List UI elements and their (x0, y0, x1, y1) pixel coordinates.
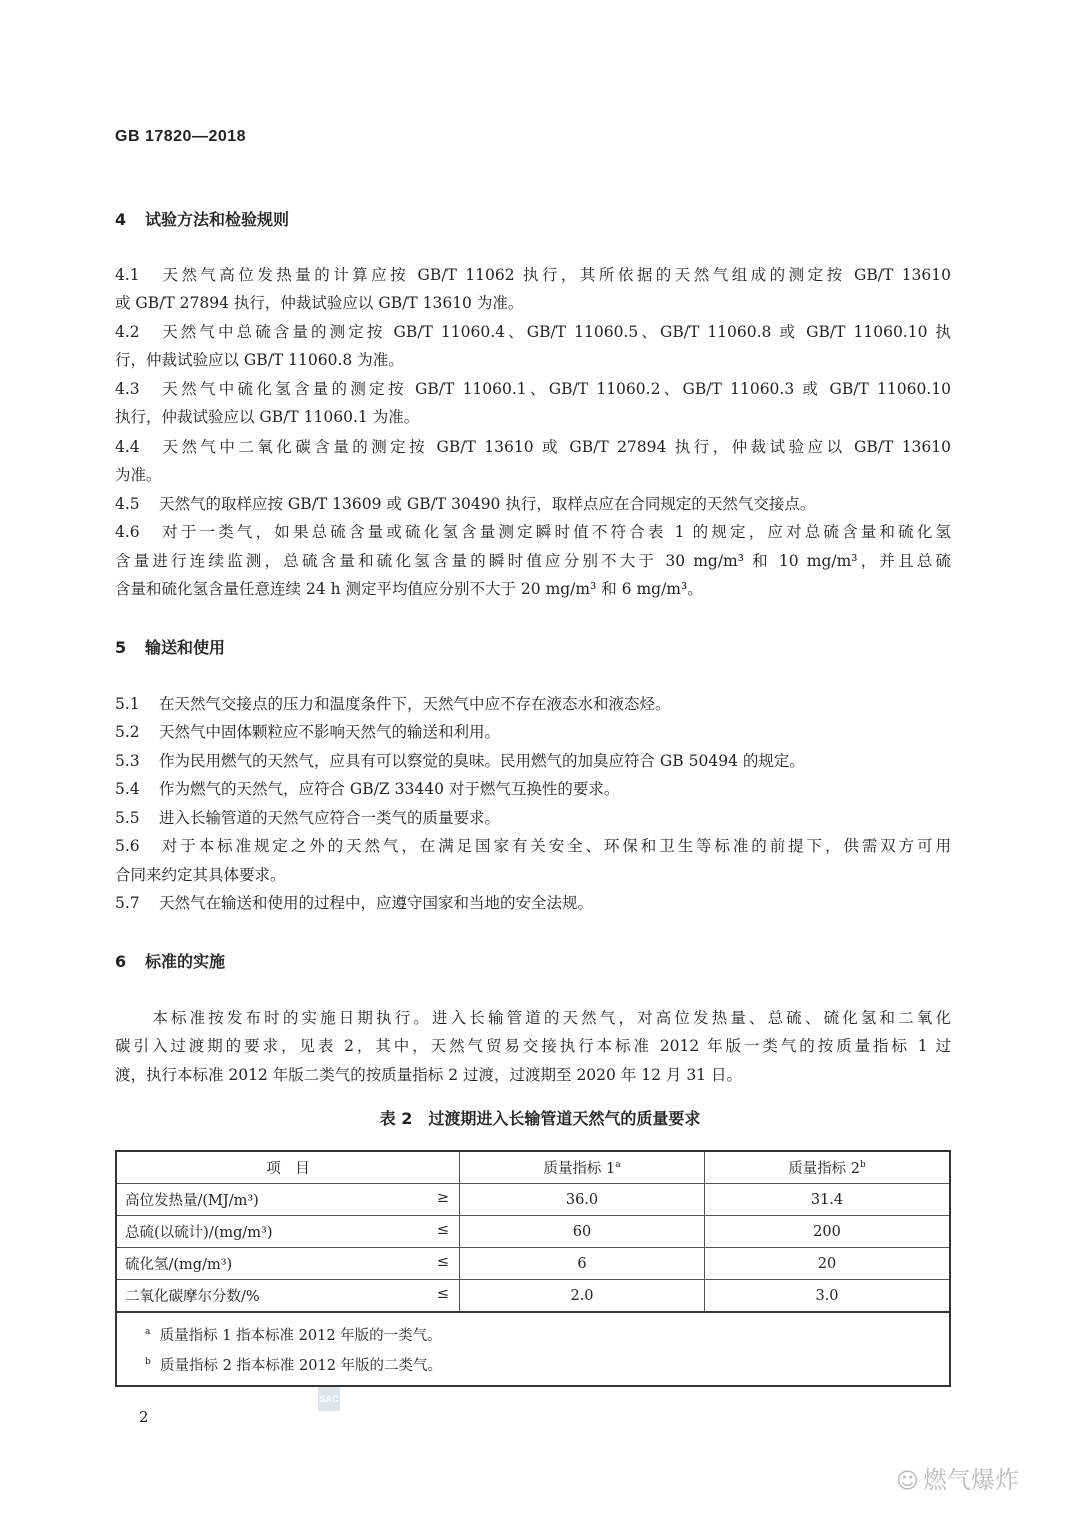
clause-number: 4.6 (115, 523, 140, 541)
clause-number: 4.5 (115, 495, 140, 513)
clause-text: 本标准按发布时的实施日期执行。进入长输管道的天然气，对高位发热量、总硫、硫化氢和二氧化 (115, 1009, 951, 1027)
clause-number: 5.7 (115, 894, 140, 912)
clause-text: 天然气的取样应按 GB/T 13609 或 GB/T 30490 执行，取样点应在合同规定的天然气交接点。 (159, 495, 816, 513)
table-header-row (116, 1151, 950, 1184)
clause-text: 合同来约定其具体要求。 (115, 866, 286, 884)
text-line (115, 520, 951, 544)
table-title: 表 2 过渡期进入长输管道天然气的质量要求 (379, 1109, 701, 1128)
row-index-1: 60 (460, 1216, 705, 1248)
row-item: 二氧化碳摩尔分数/% ≤ (116, 1280, 460, 1313)
clause-text: 天然气中固体颗粒应不影响天然气的输送和利用。 (159, 723, 501, 741)
text-line (115, 806, 951, 830)
row-item: 硫化氢/(mg/m³) ≤ (116, 1248, 460, 1280)
header-index-2: 质量指标 2$^b$ (705, 1151, 951, 1184)
wechat-watermark: ☺ 燃气爆炸 (896, 1466, 1019, 1494)
clause-text: 天然气在输送和使用的过程中，应遵守国家和当地的安全法规。 (159, 894, 594, 912)
note-a: $^a$ 质量指标 1 指本标准 2012 年版的一类气。 (145, 1327, 442, 1344)
comparison-operator: ≤ (436, 1254, 449, 1270)
document-header: GB 17820—2018 (115, 128, 247, 145)
row-index-2: 3.0 (705, 1280, 951, 1313)
text-line (115, 692, 951, 716)
table-notes-row (116, 1312, 950, 1386)
note-b: $^b$ 质量指标 2 指本标准 2012 年版的二类气。 (145, 1357, 443, 1374)
row-index-2: 200 (705, 1216, 951, 1248)
clause-text: 含量进行连续监测，总硫含量和硫化氢含量的瞬时值应分别不大于 30 mg/m³ 和 10 mg/m³，并且总硫 (115, 552, 951, 570)
text-line (115, 348, 951, 372)
clause-text: 执行，仲裁试验应以 GB/T 11060.1 为准。 (115, 408, 420, 426)
wechat-icon: ☺ (896, 1469, 919, 1494)
text-line (115, 549, 951, 573)
text-line (115, 777, 951, 801)
row-index-2: 31.4 (705, 1184, 951, 1216)
clause-text: 或 GB/T 27894 执行，仲裁试验应以 GB/T 13610 为准。 (115, 294, 524, 312)
clause-text: 天然气中二氧化碳含量的测定按 GB/T 13610 或 GB/T 27894 执行，仲裁试验应以 GB/T 13610 (159, 438, 951, 456)
text-line (115, 1034, 951, 1058)
section-heading-6: 6 标准的实施 (115, 952, 226, 971)
row-index-1: 6 (460, 1248, 705, 1280)
comparison-operator: ≤ (436, 1286, 449, 1302)
clause-number: 4.3 (115, 380, 140, 398)
text-line (115, 1006, 951, 1030)
clause-text: 碳引入过渡期的要求，见表 2，其中，天然气贸易交接执行本标准 2012 年版一类气的按质量指标 1 过 (115, 1037, 951, 1055)
text-line (115, 863, 951, 887)
text-line (115, 891, 951, 915)
text-line (115, 720, 951, 744)
table-row (116, 1248, 950, 1280)
clause-text: 天然气中硫化氢含量的测定按 GB/T 11060.1、GB/T 11060.2、GB/T 11060.3 或 GB/T 11060.10 (159, 380, 951, 398)
sac-logo: SAC (318, 1387, 340, 1411)
table-row (116, 1280, 950, 1313)
comparison-operator: ≥ (436, 1190, 449, 1206)
text-line (115, 577, 951, 601)
text-line (115, 834, 951, 858)
clause-text: 作为民用燃气的天然气，应具有可以察觉的臭味。民用燃气的加臭应符合 GB 50494 的规定。 (159, 752, 805, 770)
clause-number: 4.2 (115, 323, 140, 341)
clause-text: 含量和硫化氢含量任意连续 24 h 测定平均值应分别不大于 20 mg/m³ 和 6 mg/m³。 (115, 580, 703, 598)
clause-text: 行，仲裁试验应以 GB/T 11060.8 为准。 (115, 351, 404, 369)
clause-number: 4.4 (115, 438, 140, 456)
text-line (115, 405, 951, 429)
clause-text: 天然气高位发热量的计算应按 GB/T 11062 执行，其所依据的天然气组成的测定按 GB/T 13610 (159, 266, 951, 284)
row-index-1: 2.0 (460, 1280, 705, 1313)
clause-text: 对于一类气，如果总硫含量或硫化氢含量测定瞬时值不符合表 1 的规定，应对总硫含量和硫化氢 (159, 523, 951, 541)
section-heading-5: 5 输送和使用 (115, 638, 226, 657)
text-line (115, 291, 951, 315)
row-index-1: 36.0 (460, 1184, 705, 1216)
quality-table (115, 1150, 951, 1387)
text-line (115, 377, 951, 401)
text-line (115, 320, 951, 344)
table-row (116, 1216, 950, 1248)
clause-text: 渡，执行本标准 2012 年版二类气的按质量指标 2 过渡，过渡期至 2020 年 12 月 31 日。 (115, 1066, 742, 1084)
clause-text: 为准。 (115, 466, 162, 484)
clause-number: 5.6 (115, 837, 140, 855)
clause-text: 作为燃气的天然气，应符合 GB/Z 33440 对于燃气互换性的要求。 (159, 780, 620, 798)
row-index-2: 20 (705, 1248, 951, 1280)
section-heading-4: 4 试验方法和检验规则 (115, 210, 290, 229)
clause-number: 5.1 (115, 695, 140, 713)
header-index-1: 质量指标 1$^a$ (460, 1151, 705, 1184)
clause-text: 对于本标准规定之外的天然气，在满足国家有关安全、环保和卫生等标准的前提下，供需双方可用 (159, 837, 951, 855)
clause-number: 5.3 (115, 752, 140, 770)
text-line (115, 749, 951, 773)
row-item: 总硫(以硫计)/(mg/m³) ≤ (116, 1216, 460, 1248)
clause-text: 进入长输管道的天然气应符合一类气的质量要求。 (159, 809, 501, 827)
table-row (116, 1184, 950, 1216)
text-line (115, 492, 951, 516)
text-line (115, 1063, 951, 1087)
row-item: 高位发热量/(MJ/m³) ≥ (116, 1184, 460, 1216)
page-number: 2 (139, 1408, 149, 1426)
text-line (115, 463, 951, 487)
clause-text: 天然气中总硫含量的测定按 GB/T 11060.4、GB/T 11060.5、GB/T 11060.8 或 GB/T 11060.10 执 (159, 323, 951, 341)
comparison-operator: ≤ (436, 1222, 449, 1238)
text-line (115, 263, 951, 287)
text-line (115, 435, 951, 459)
clause-number: 5.4 (115, 780, 140, 798)
header-item: 项 目 (116, 1151, 460, 1184)
clause-text: 在天然气交接点的压力和温度条件下，天然气中应不存在液态水和液态烃。 (159, 695, 671, 713)
clause-number: 4.1 (115, 266, 140, 284)
clause-number: 5.2 (115, 723, 140, 741)
clause-number: 5.5 (115, 809, 140, 827)
table-notes (116, 1312, 950, 1386)
